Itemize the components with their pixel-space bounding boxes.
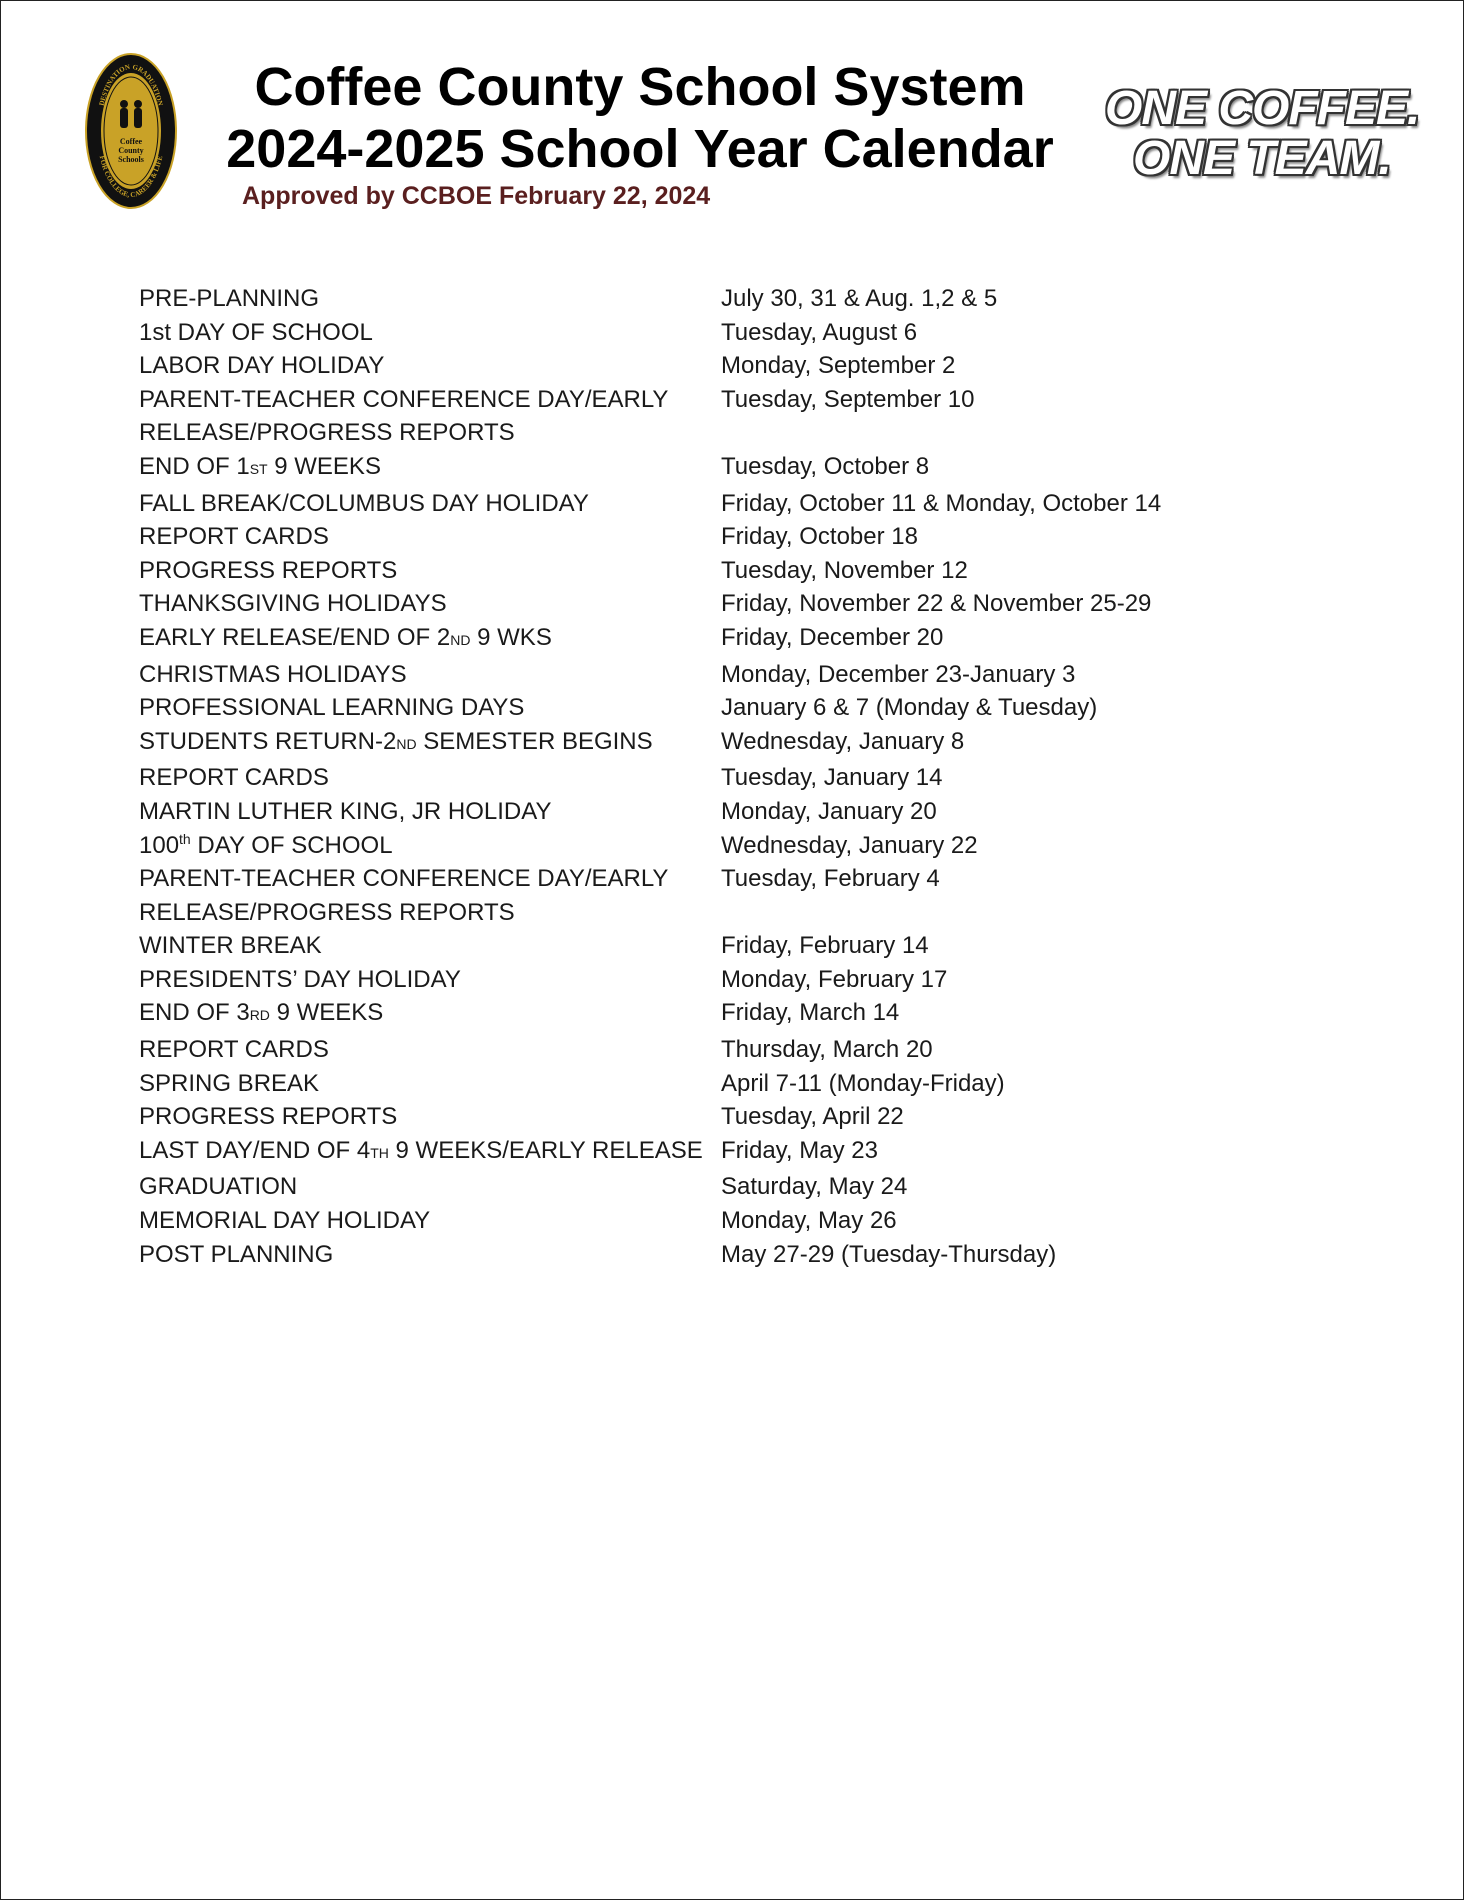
event-date: Friday, March 14: [721, 999, 900, 1027]
event-row: [139, 862, 1339, 896]
event-name: [139, 1033, 721, 1067]
slogan-logo: [1105, 82, 1420, 185]
event-name-text: MEMORIAL DAY HOLIDAY: [139, 1207, 431, 1235]
event-name: [139, 996, 721, 1033]
event-date: Tuesday, April 22: [721, 1103, 904, 1131]
event-name: [139, 929, 721, 963]
event-name-text: 1st DAY OF SCHOOL: [139, 318, 373, 346]
event-name-text: PROGRESS REPORTS: [139, 1103, 398, 1131]
event-name-text: PROFESSIONAL LEARNING DAYS: [139, 694, 525, 722]
event-row: [139, 929, 1339, 963]
event-name-text: 9 WEEKS: [269, 999, 384, 1027]
event-name-text: PRE-PLANNING: [139, 285, 320, 312]
event-date: Monday, December 23-January 3: [721, 660, 1076, 688]
event-name-text: WINTER BREAK: [139, 932, 322, 960]
event-name-text: MARTIN LUTHER KING, JR HOLIDAY: [139, 797, 552, 825]
seal-bottom-text: FOR COLLEGE, CAREER & LIFE: [97, 154, 165, 200]
event-date: January 6 & 7 (Monday & Tuesday): [721, 694, 1098, 722]
event-name-text: SPRING BREAK: [139, 1069, 320, 1097]
event-date: Tuesday, January 14: [721, 764, 943, 792]
event-name: [139, 554, 721, 588]
ordinal-suffix: ND: [396, 735, 417, 752]
event-name: [139, 862, 721, 896]
event-name: [139, 1067, 721, 1101]
event-name-text: END OF 1: [139, 452, 250, 480]
page-title: Coffee County School System: [254, 57, 1026, 117]
event-date: Friday, February 14: [721, 932, 929, 960]
event-name: [139, 658, 721, 692]
event-date: Friday, December 20: [721, 623, 944, 651]
event-name-text: REPORT CARDS: [139, 523, 329, 551]
event-date: Tuesday, August 6: [721, 318, 918, 346]
event-name: [139, 487, 721, 521]
event-name: [139, 450, 721, 487]
approval-note: Approved by CCBOE February 22, 2024: [242, 182, 711, 210]
seal-center-line1: Coffee: [119, 137, 143, 146]
event-name-text: REPORT CARDS: [139, 1036, 329, 1064]
event-row: [139, 658, 1339, 692]
event-row: [139, 1170, 1339, 1204]
event-row: [139, 725, 1339, 762]
event-date: May 27-29 (Tuesday-Thursday): [721, 1240, 1057, 1268]
slogan-line-2: ONE TEAM.: [1133, 132, 1391, 185]
event-date: Tuesday, October 8: [721, 452, 930, 480]
event-name-text: PROGRESS REPORTS: [139, 556, 398, 584]
event-name: [139, 829, 721, 863]
event-date: Monday, May 26: [721, 1207, 897, 1235]
event-row: [139, 520, 1339, 554]
event-date: Saturday, May 24: [721, 1173, 908, 1201]
event-row: [139, 1134, 1339, 1171]
event-name: [139, 587, 721, 621]
event-name-text: CHRISTMAS HOLIDAYS: [139, 660, 407, 688]
event-row: [139, 1238, 1339, 1272]
ordinal-superscript: th: [179, 830, 191, 847]
event-name: [139, 761, 721, 795]
event-row: [139, 554, 1339, 588]
event-name: [139, 1238, 721, 1272]
seal-center-line2: County: [118, 146, 144, 155]
event-date: Monday, January 20: [721, 797, 937, 825]
event-date: Friday, November 22 & November 25-29: [721, 590, 1152, 618]
event-row: [139, 1033, 1339, 1067]
event-date: Tuesday, November 12: [721, 556, 968, 584]
event-name-text: LABOR DAY HOLIDAY: [139, 352, 385, 380]
seal-center-line3: Schools: [118, 155, 144, 164]
event-date: Tuesday, September 10: [721, 385, 975, 413]
event-name-text: DAY OF SCHOOL: [190, 831, 393, 859]
event-name-text: FALL BREAK/COLUMBUS DAY HOLIDAY: [139, 489, 589, 517]
ordinal-suffix: TH: [370, 1144, 389, 1161]
event-name-continued: RELEASE/PROGRESS REPORTS: [139, 898, 515, 926]
event-name: [139, 316, 721, 350]
event-name: [139, 621, 721, 658]
event-row: [139, 795, 1339, 829]
event-name-text: 9 WKS: [470, 623, 552, 651]
event-date: Monday, September 2: [721, 352, 956, 380]
event-name-text: LAST DAY/END OF 4: [139, 1136, 371, 1164]
event-name: [139, 725, 721, 762]
event-row: [139, 487, 1339, 521]
event-row: [139, 761, 1339, 795]
event-row-continuation: [139, 896, 1339, 930]
event-name: [139, 1204, 721, 1238]
event-date: Tuesday, February 4: [721, 865, 940, 893]
seal-top-text: DESTINATION GRADUATION: [97, 62, 165, 107]
event-name-text: PRESIDENTS’ DAY HOLIDAY: [139, 965, 461, 993]
event-name: [139, 282, 721, 316]
event-row: [139, 282, 1339, 316]
event-name: [139, 520, 721, 554]
page-subtitle: 2024-2025 School Year Calendar: [226, 119, 1054, 179]
event-date: April 7-11 (Monday-Friday): [721, 1069, 1005, 1097]
event-name-text: END OF 3: [139, 999, 250, 1027]
event-name-text: STUDENTS RETURN-2: [139, 727, 397, 755]
event-row: [139, 621, 1339, 658]
event-date: Friday, October 11 & Monday, October 14: [721, 489, 1162, 517]
event-row: [139, 691, 1339, 725]
event-row: [139, 349, 1339, 383]
event-name: [139, 795, 721, 829]
event-name: [139, 1170, 721, 1204]
event-name-text: SEMESTER BEGINS: [416, 727, 653, 755]
event-name-text: 9 WEEKS/EARLY RELEASE: [388, 1136, 703, 1164]
event-name-text: 100: [139, 831, 180, 859]
event-row: [139, 829, 1339, 863]
event-row: [139, 996, 1339, 1033]
event-row: [139, 963, 1339, 997]
event-date: Thursday, March 20: [721, 1036, 933, 1064]
event-row: [139, 450, 1339, 487]
event-row: [139, 1067, 1339, 1101]
event-name-text: PARENT-TEACHER CONFERENCE DAY/EARLY: [139, 865, 669, 893]
event-name-text: GRADUATION: [139, 1173, 298, 1201]
event-name: [139, 1134, 721, 1171]
event-row: [139, 1204, 1339, 1238]
event-date: Friday, May 23: [721, 1136, 878, 1164]
event-name-continued: RELEASE/PROGRESS REPORTS: [139, 419, 515, 447]
event-date: Monday, February 17: [721, 965, 948, 993]
event-date: Wednesday, January 22: [721, 831, 978, 859]
event-date: July 30, 31 & Aug. 1,2 & 5: [721, 285, 998, 312]
school-seal-logo: [85, 52, 177, 210]
event-name: [139, 349, 721, 383]
slogan-line-1: ONE COFFEE.: [1105, 82, 1420, 135]
event-name-text: REPORT CARDS: [139, 764, 329, 792]
event-row: [139, 1100, 1339, 1134]
title-block: [215, 56, 1065, 211]
ordinal-suffix: ND: [450, 631, 471, 648]
ordinal-suffix: RD: [249, 1007, 270, 1024]
event-date: Friday, October 18: [721, 523, 918, 551]
event-row: [139, 587, 1339, 621]
event-name-text: POST PLANNING: [139, 1240, 334, 1268]
event-name-text: EARLY RELEASE/END OF 2: [139, 623, 451, 651]
event-name-text: PARENT-TEACHER CONFERENCE DAY/EARLY: [139, 385, 669, 413]
calendar-events-list: [139, 282, 1339, 1271]
event-name: [139, 963, 721, 997]
event-name: [139, 383, 721, 417]
event-name: [139, 1100, 721, 1134]
event-name: [139, 691, 721, 725]
event-row-continuation: [139, 416, 1339, 450]
event-row: [139, 383, 1339, 417]
event-name-text: 9 WEEKS: [267, 452, 381, 480]
event-name-text: THANKSGIVING HOLIDAYS: [139, 590, 447, 618]
event-date: Wednesday, January 8: [721, 727, 965, 755]
ordinal-suffix: ST: [249, 460, 268, 477]
event-row: [139, 316, 1339, 350]
